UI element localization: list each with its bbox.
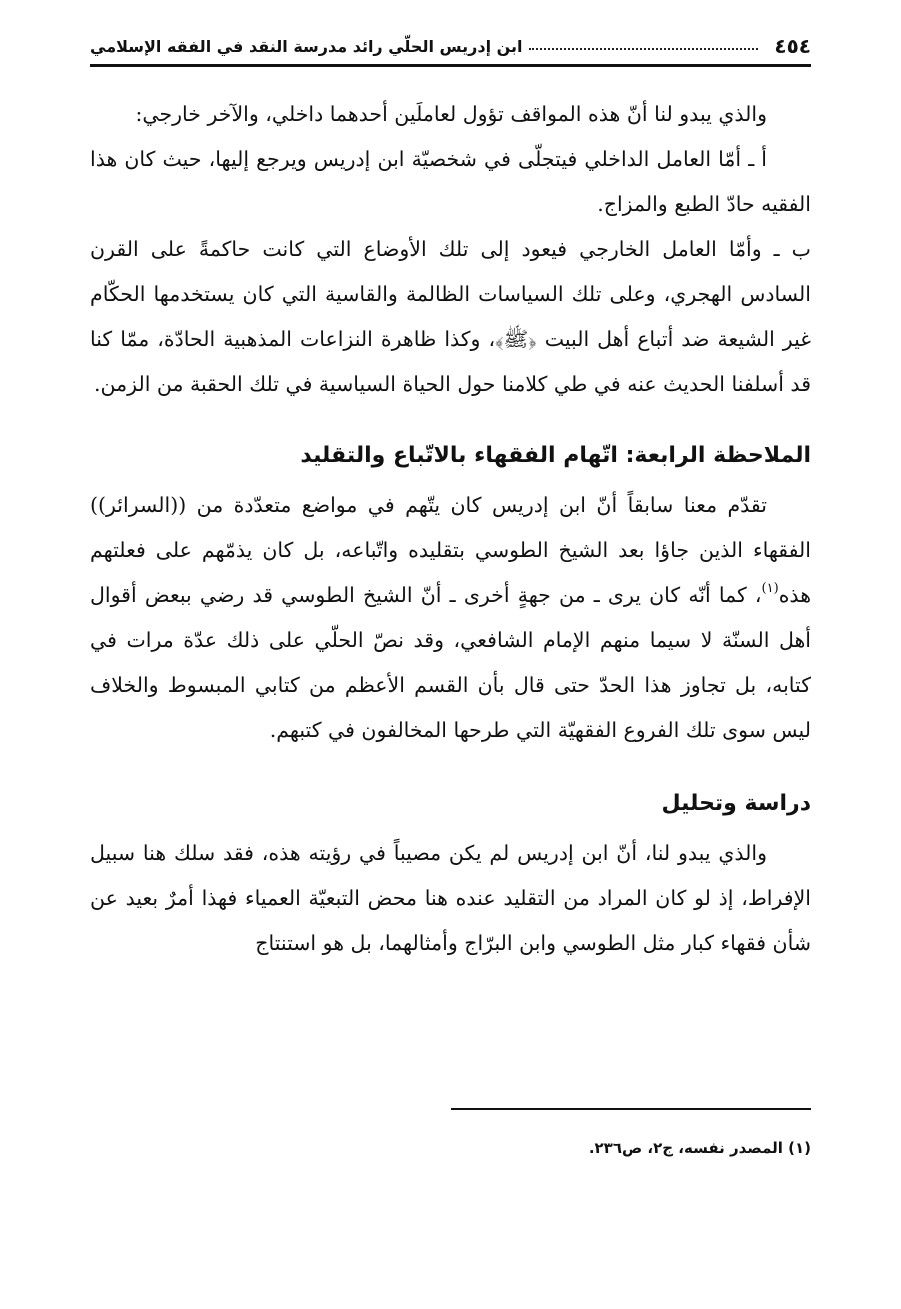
header-dot-leader bbox=[529, 48, 759, 50]
paragraph: أ ـ أمّا العامل الداخلي فيتجلّى في شخصيّة ابن إدريس ويرجع إليها، حيث كان هذا الفقيه حادّ الطبع والمزاج. bbox=[90, 147, 811, 216]
body-text bbox=[90, 92, 811, 966]
footnote-reference[interactable]: (١) bbox=[761, 581, 779, 596]
paragraph-text: ، كما أنّه كان يرى ـ من جهةٍ أخرى ـ أنّ الشيخ الطوسي قد رضي ببعض أقوال أهل السنّة لا سيما منهم الإمام الشافعي، وقد نصّ الحلّي على ذلك عدّة مرات في كتابه، بل تجاوز هذا الحدّ حتى قال بأن القسم الأعظم من كتابي المبسوط والخلاف ليس سوى تلك الفروع الفقهيّة التي طرحها المخالفون في كتبهم. bbox=[90, 583, 811, 742]
paragraph: ب ـ وأمّا العامل الخارجي فيعود إلى تلك الأوضاع التي كانت حاكمةً على القرن السادس الهجري، وعلى تلك السياسات الظالمة والقاسية التي كان يستخدمها الحكّام غير الشيعة ضد أتباع أهل البيت ﴿ﷺ﴾، وكذا ظاهرة النزاعات المذهبية الحادّة، ممّا كنا قد أسلفنا الحديث عنه في طي كلامنا حول الحياة السياسية في تلك الحقبة من الزمن. bbox=[90, 237, 811, 396]
paragraph: والذي يبدو لنا، أنّ ابن إدريس لم يكن مصيباً في رؤيته هذه، فقد سلك هنا سبيل الإفراط، إذ لو كان المراد من التقليد عنده هنا محض التبعيّة العمياء فهذا أمرٌ بعيد عن شأن فقهاء كبار مثل الطوسي وابن البرّاج وأمثالهما، بل هو استنتاج bbox=[90, 841, 811, 955]
running-title: ابن إدريس الحلّي رائد مدرسة النقد في الفقه الإسلامي bbox=[90, 36, 523, 56]
section-heading: دراسة وتحليل bbox=[661, 791, 811, 816]
footnote-separator bbox=[451, 1108, 811, 1110]
paragraph: والذي يبدو لنا أنّ هذه المواقف تؤول لعاملَين أحدهما داخلي، والآخر خارجي: bbox=[135, 102, 767, 126]
paragraph-text: تقدّم معنا سابقاً أنّ ابن إدريس كان يتّهم في مواضع متعدّدة من ((السرائر)) الفقهاء الذين جاؤا بعد الشيخ الطوسي بتقليده واتّباعه، بل كان يذمّهم على فعلتهم هذه bbox=[90, 493, 811, 607]
page-number: ٤٥٤ bbox=[774, 34, 811, 58]
header-rule bbox=[90, 64, 811, 67]
footnote: (١) المصدر نفسه، ج٢، ص٢٣٦. bbox=[588, 1139, 811, 1157]
paragraph bbox=[90, 483, 811, 753]
section-heading: الملاحظة الرابعة: اتّهام الفقهاء بالاتّباع والتقليد bbox=[300, 443, 811, 468]
running-header bbox=[90, 30, 811, 62]
